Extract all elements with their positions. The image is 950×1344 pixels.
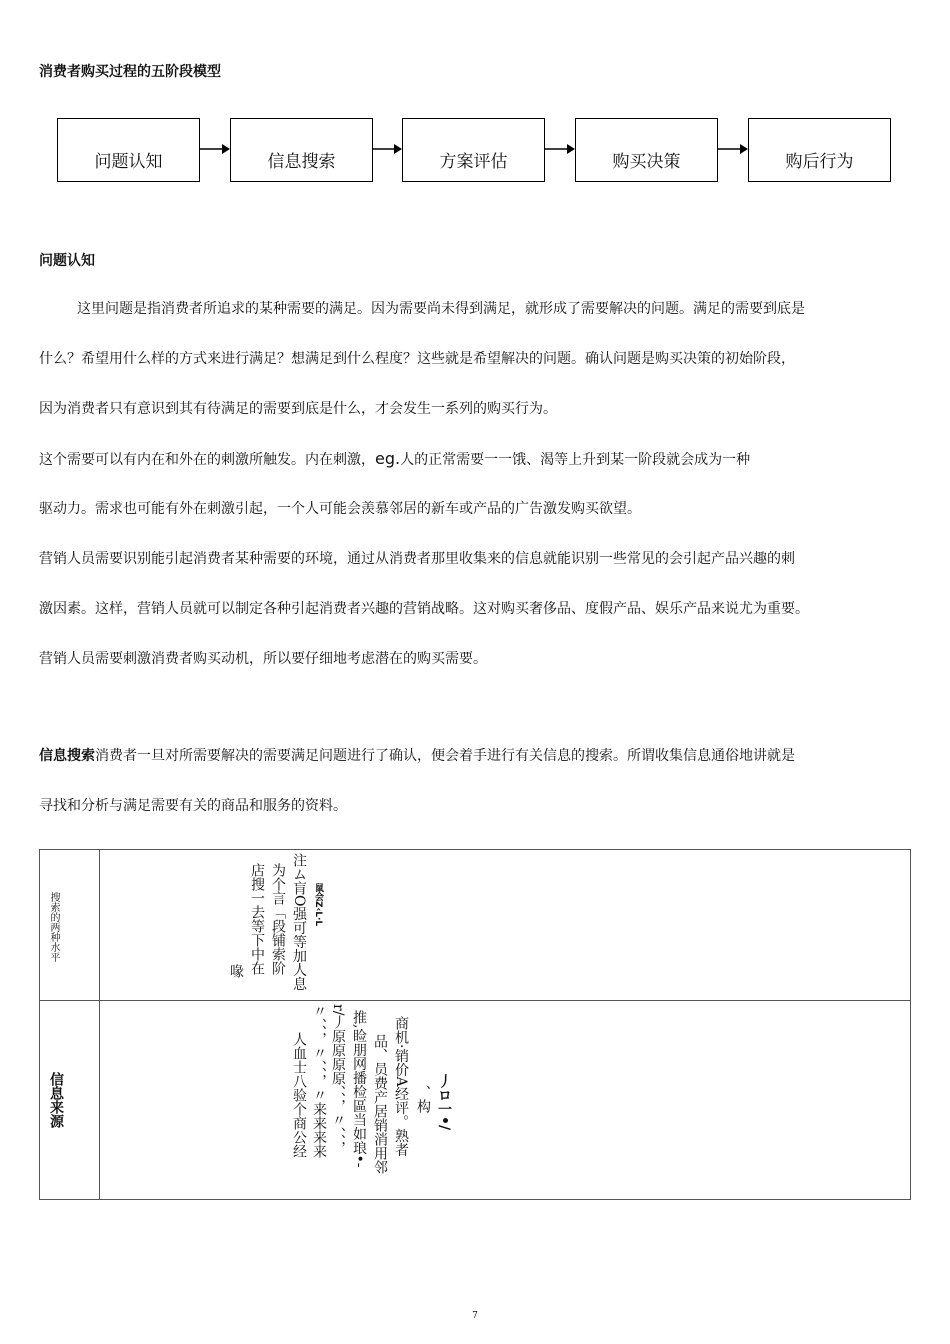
section-heading-problem-recognition: 问题认知 (39, 253, 95, 269)
stage-box-5 (748, 118, 891, 182)
stage-box-2 (230, 118, 373, 182)
table-cell-text: 为个言「段铺索阶 (270, 863, 286, 975)
paragraph-line: 驱动力。需求也可能有外在刺激引起，一个人可能会羡慕邻居的新车或产品的广告激发购买欲望。 (39, 501, 641, 517)
paragraph-line: 什么？希望用什么样的方式来进行满足？想满足到什么程度？这些就是希望解决的问题。确认问题是购买决策的初始阶段， (39, 351, 795, 367)
table-cell-text: 丿ロ一•/ (436, 1074, 452, 1131)
eg-abbrev: eg. (375, 449, 401, 468)
paragraph-text: 人的正常需要一一饿、渴等上升到某一阶段就会成为一种 (400, 452, 751, 468)
stage-label-4: 购买决策 (612, 151, 681, 172)
row-label-search-levels: 搜索的两种水平 (48, 892, 59, 962)
table-cell-text: 推,睑朋网播检區当如琅•- (351, 1010, 367, 1168)
table-cell-text: 商机·销价A经评。熟者 (393, 1016, 409, 1157)
info-search-table (39, 849, 911, 1200)
paragraph-text: 消费者一旦对所需要解决的需要满足问题进行了确认，便会着手进行有关信息的搜索。所谓收集信息通俗地讲就是 (95, 748, 795, 764)
table-cell-text: 品、员费产居销消用邻 (372, 1034, 388, 1174)
table-divider (99, 850, 100, 1199)
table-cell-text: 注ム肓O强可等加人息 (291, 853, 307, 991)
table-cell-text: 鼠会Z‹L·L (313, 883, 323, 927)
stage-box-3 (402, 118, 545, 182)
table-cell-text: 店搜一去等下中在 (249, 863, 265, 975)
stage-label-1: 问题认知 (94, 151, 163, 172)
stage-label-5: 购后行为 (785, 151, 854, 172)
stage-box-4 (575, 118, 718, 182)
section-heading-info-search: 信息搜索 (39, 748, 95, 764)
stage-label-3: 方案评估 (439, 151, 508, 172)
paragraph-line: 激因素。这样，营销人员就可以制定各种引起消费者兴趣的营销战略。这对购买奢侈品、度假产品、娱乐产品来说尤为重要。 (39, 601, 809, 617)
paragraph-line: 这里问题是指消费者所追求的某种需要的满足。因为需要尚未得到满足，就形成了需要解决的问题。满足的需要到底是 (77, 301, 805, 317)
table-divider (40, 1000, 910, 1001)
stage-label-2: 信息搜索 (267, 151, 336, 172)
row-label-info-source: 信息来源 (48, 1072, 64, 1128)
table-cell-text: 〃、、，〃、、，〃来来来来 (311, 1004, 327, 1158)
paragraph-line: 营销人员需要刺激消费者购买动机，所以要仔细地考虑潜在的购买需要。 (39, 651, 487, 667)
arrow-right-icon (200, 143, 230, 155)
paragraph-line: 因为消费者只有意识到其有待满足的需要到底是什么，才会发生一系列的购买行为。 (39, 401, 557, 417)
stage-box-1 (57, 118, 200, 182)
table-cell-text: r/丿原原原原、、，〃、、， (330, 1004, 346, 1156)
arrow-right-icon (373, 143, 402, 155)
document-title: 消费者购买过程的五阶段模型 (39, 64, 221, 80)
arrow-right-icon (545, 143, 575, 155)
page-number: 7 (472, 1311, 478, 1321)
paragraph-line (39, 449, 750, 470)
paragraph-text: 这个需要可以有内在和外在的刺激所触发。内在刺激， (39, 452, 375, 468)
table-cell-text: 、构 (415, 1085, 431, 1113)
arrow-right-icon (718, 143, 748, 155)
paragraph-line (39, 746, 795, 766)
paragraph-line: 寻找和分析与满足需要有关的商品和服务的资料。 (39, 798, 347, 814)
five-stage-flowchart (57, 118, 893, 184)
table-cell-text: 喙 (228, 964, 244, 978)
table-cell-text: 人血士八验个商公经 (291, 1032, 307, 1158)
paragraph-line: 营销人员需要识别能引起消费者某种需要的环境，通过从消费者那里收集来的信息就能识别一些常见的会引起产品兴趣的刺 (39, 551, 795, 567)
